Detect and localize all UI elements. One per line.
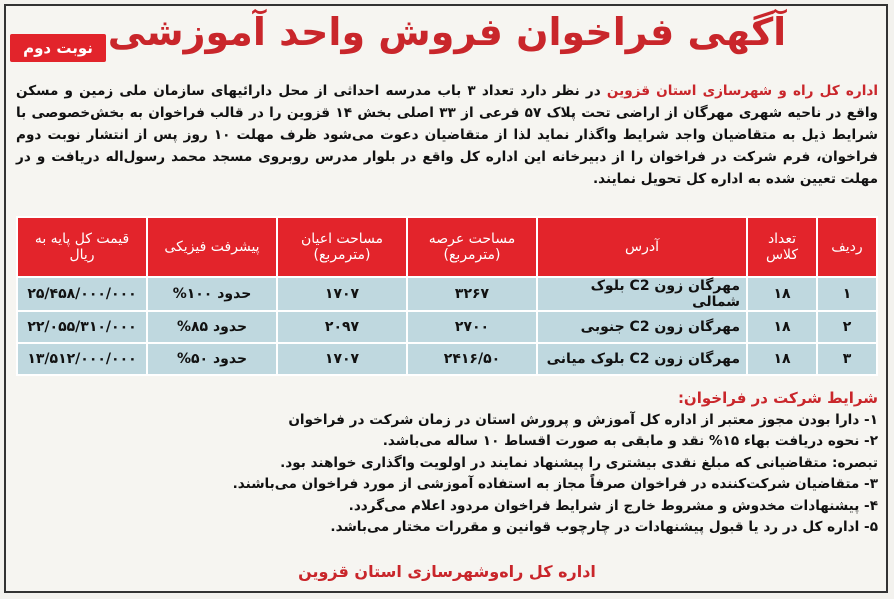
condition-item-2: ۲- نحوه دریافت بهاء ۱۵% نقد و مابقی به صورت اقساط ۱۰ ساله می‌باشد. [382, 433, 878, 449]
cell-base-price: ۱۳/۵۱۲/۰۰۰/۰۰۰ [17, 343, 147, 375]
cell-row-number: ۲ [817, 311, 877, 343]
col-land-area: مساحت عرصه (مترمربع) [407, 217, 537, 277]
cell-address: مهرگان زون C2 جنوبی [537, 311, 747, 343]
cell-class-count: ۱۸ [747, 311, 817, 343]
cell-land-area: ۳۲۶۷ [407, 277, 537, 311]
condition-item-4: ۴- پیشنهادات مخدوش و مشروط خارج از شرایط فراخوان مردود اعلام می‌گردد. [348, 497, 878, 514]
intro-organization: اداره کل راه و شهرسازی استان قزوین [606, 83, 878, 99]
table-row [17, 277, 877, 311]
cell-progress: حدود ۱۰۰% [147, 277, 277, 311]
round-badge: نوبت دوم [10, 34, 106, 62]
notice-title: آگهی فراخوان فروش واحد آموزشی [107, 10, 787, 54]
cell-progress: حدود ۸۵% [147, 311, 277, 343]
table-row [17, 311, 877, 343]
table-header-row [17, 217, 877, 277]
cell-progress: حدود ۵۰% [147, 343, 277, 375]
cell-building-area: ۱۷۰۷ [277, 277, 407, 311]
note-text: متقاضیانی که مبلغ نقدی بیشتری را پیشنهاد نمایند در اولویت واگذاری خواهند بود. [280, 454, 828, 471]
col-address: آدرس [537, 217, 747, 277]
col-base-price: قیمت کل پایه به ریال [17, 217, 147, 277]
condition-item-1: ۱- دارا بودن مجوز معتبر از اداره کل آموزش و پرورش استان در زمان شرکت در فراخوان [288, 411, 878, 428]
cell-building-area: ۲۰۹۷ [277, 311, 407, 343]
cell-address: مهرگان زون C2 بلوک شمالی [537, 277, 747, 311]
col-row-number: ردیف [817, 217, 877, 277]
condition-item-3: ۳- متقاضیان شرکت‌کننده در فراخوان صرفاً مجاز به استفاده آموزشی از مورد فراخوان می‌باشند. [232, 476, 878, 492]
cell-row-number: ۳ [817, 343, 877, 375]
conditions-heading: شرایط شرکت در فراخوان: [677, 389, 878, 407]
condition-note [16, 453, 878, 475]
cell-address: مهرگان زون C2 بلوک میانی [537, 343, 747, 375]
col-progress: پیشرفت فیزیکی [147, 217, 277, 277]
note-label: تبصره: [832, 454, 878, 471]
cell-base-price: ۲۵/۴۵۸/۰۰۰/۰۰۰ [17, 277, 147, 311]
condition-item-5: ۵- اداره کل در رد یا قبول پیشنهادات در چارچوب قوانین و مقررات مختار می‌باشد. [330, 519, 878, 535]
cell-class-count: ۱۸ [747, 277, 817, 311]
footer-signature: اداره کل راه‌وشهرسازی استان قزوین [298, 562, 596, 581]
intro-paragraph [16, 80, 878, 190]
col-class-count: تعداد کلاس [747, 217, 817, 277]
cell-land-area: ۲۴۱۶/۵۰ [407, 343, 537, 375]
cell-land-area: ۲۷۰۰ [407, 311, 537, 343]
cell-row-number: ۱ [817, 277, 877, 311]
cell-building-area: ۱۷۰۷ [277, 343, 407, 375]
units-table [16, 216, 878, 376]
cell-base-price: ۲۲/۰۵۵/۳۱۰/۰۰۰ [17, 311, 147, 343]
cell-class-count: ۱۸ [747, 343, 817, 375]
intro-text: در نظر دارد تعداد ۳ باب مدرسه احداثی از محل دارائیهای سازمان ملی زمین و مسکن واقع در ناحیه شهری مهرگان از اراضی تحت پلاک ۵۷ فرعی از ۳۳ اصلی بخش ۱۴ قزوین را در قالب فراخوان به بخش‌خصوصی با شرایط ذیل به متقاضیان واجد شرایط واگذار نماید لذا از متقاضیان دعوت می‌شود ظرف مهلت ۱۰ روز پس از انتشار نوبت دوم فراخوان، فرم شرکت در فراخوان را از دبیرخانه این اداره کل واقع در بلوار مدرس روبروی مسجد محمد رسول‌اله دریافت و در مهلت تعیین شده به اداره کل تحویل نمایند. [16, 83, 879, 187]
conditions-section [16, 388, 878, 539]
col-building-area: مساحت اعیان (مترمربع) [277, 217, 407, 277]
table-row [17, 343, 877, 375]
